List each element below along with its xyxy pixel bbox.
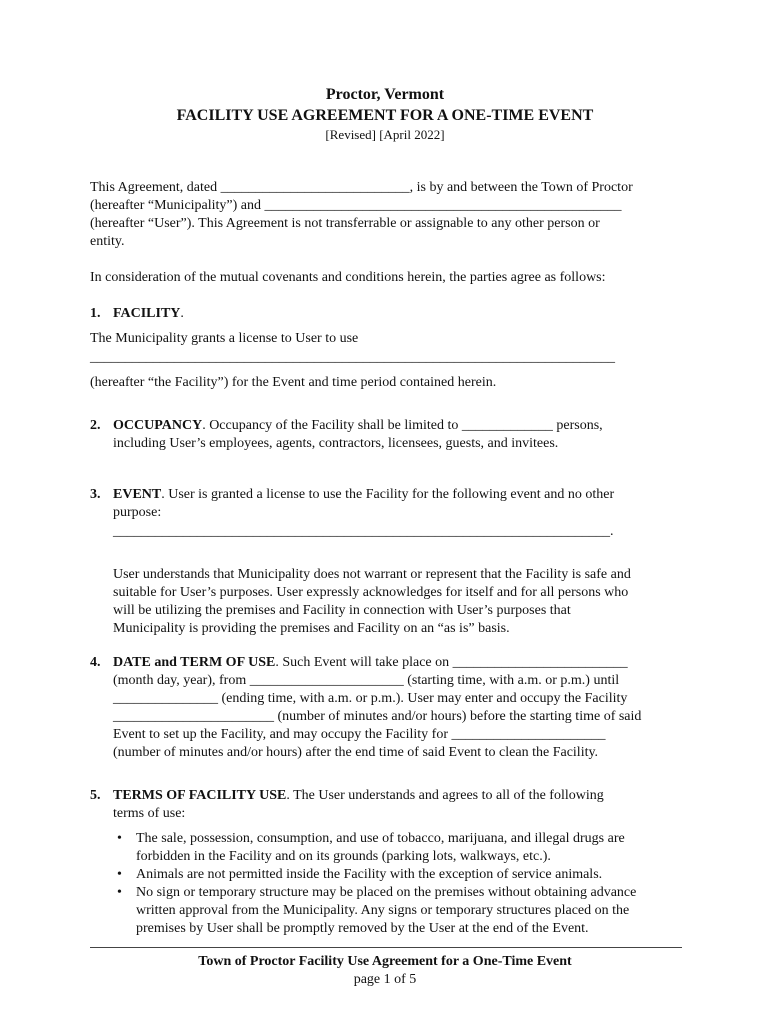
disclaimer-line: suitable for User’s purposes. User expressly acknowledges for itself and for all persons who: [113, 585, 629, 600]
intro-line: entity.: [90, 234, 125, 249]
section-text-rest: . The User understands and agrees to all of the following: [286, 788, 604, 803]
section-text: (number of minutes and/or hours) after the end time of said Event to clean the Facility.: [113, 745, 599, 760]
list-item-text: The sale, possession, consumption, and use of tobacco, marijuana, and illegal drugs are: [136, 831, 625, 846]
document-title: FACILITY USE AGREEMENT FOR A ONE-TIME EVENT: [176, 107, 594, 124]
footer-title: Town of Proctor Facility Use Agreement for a One-Time Event: [198, 954, 572, 969]
section-text: (month day, year), from ______________________ (starting time, with a.m. or p.m.) until: [113, 673, 620, 688]
section-heading: FACILITY: [113, 306, 181, 321]
consideration-paragraph: In consideration of the mutual covenants and conditions herein, the parties agree as follows:: [90, 270, 606, 285]
section-text: including User’s employees, agents, contractors, licensees, guests, and invitees.: [113, 436, 559, 451]
revision-date: [Revised] [April 2022]: [325, 127, 445, 142]
section-text: Event to set up the Facility, and may occupy the Facility for ______________________: [113, 727, 606, 742]
bullet-icon: •: [117, 885, 122, 900]
section-number: 2.: [90, 418, 101, 433]
section-text: The Municipality grants a license to User to use: [90, 331, 359, 346]
heading-period: .: [180, 306, 184, 321]
section-heading: DATE and TERM OF USE: [113, 655, 276, 670]
section-number: 1.: [90, 306, 101, 321]
section-text: (hereafter “the Facility”) for the Event and time period contained herein.: [90, 375, 497, 390]
disclaimer-line: User understands that Municipality does not warrant or represent that the Facility is safe and: [113, 567, 631, 582]
intro-line: (hereafter “Municipality”) and ___________________________________________________: [90, 198, 622, 213]
section-text: _______________ (ending time, with a.m. or p.m.). User may enter and occupy the Facility: [113, 691, 628, 706]
section-text-rest: . Occupancy of the Facility shall be limited to _____________ persons,: [202, 418, 603, 433]
facility-blank-line: ___________________________________________________________________________: [90, 350, 615, 365]
page-number: page 1 of 5: [353, 972, 417, 987]
intro-line: (hereafter “User”). This Agreement is not transferrable or assignable to any other person or: [90, 216, 600, 231]
list-item-text: No sign or temporary structure may be placed on the premises without obtaining advance: [136, 885, 637, 900]
bullet-icon: •: [117, 867, 122, 882]
section-number: 4.: [90, 655, 101, 670]
disclaimer-line: will be utilizing the premises and Facility in connection with User’s purposes that: [113, 603, 571, 618]
section-text: [113, 654, 628, 672]
section-text-rest: . User is granted a license to use the Facility for the following event and no other: [161, 487, 615, 502]
section-text: _______________________ (number of minutes and/or hours) before the starting time of said: [113, 709, 642, 724]
footer-divider: [90, 947, 682, 948]
section-text: terms of use:: [113, 806, 186, 821]
section-number: 3.: [90, 487, 101, 502]
document-title-town: Proctor, Vermont: [325, 86, 445, 103]
section-text: [113, 787, 604, 805]
section-heading: TERMS OF FACILITY USE: [113, 788, 287, 803]
list-item-text: forbidden in the Facility and on its grounds (parking lots, walkways, etc.).: [136, 849, 551, 864]
section-text: purpose:: [113, 505, 162, 520]
list-item-text: premises by User shall be promptly removed by the User at the end of the Event.: [136, 921, 589, 936]
event-blank-line: _______________________________________________________________________.: [113, 524, 614, 539]
section-text-rest: . Such Event will take place on _________________________: [275, 655, 628, 670]
section-text: [113, 486, 614, 504]
section-heading-line: [113, 305, 184, 323]
list-item-text: Animals are not permitted inside the Facility with the exception of service animals.: [136, 867, 603, 882]
bullet-icon: •: [117, 831, 122, 846]
section-text: [113, 417, 603, 435]
section-heading: OCCUPANCY: [113, 418, 203, 433]
section-number: 5.: [90, 788, 101, 803]
list-item-text: written approval from the Municipality. Any signs or temporary structures placed on the: [136, 903, 630, 918]
section-heading: EVENT: [113, 487, 162, 502]
intro-line: This Agreement, dated ___________________________, is by and between the Town of Proctor: [90, 180, 633, 195]
disclaimer-line: Municipality is providing the premises and Facility on an “as is” basis.: [113, 621, 510, 636]
